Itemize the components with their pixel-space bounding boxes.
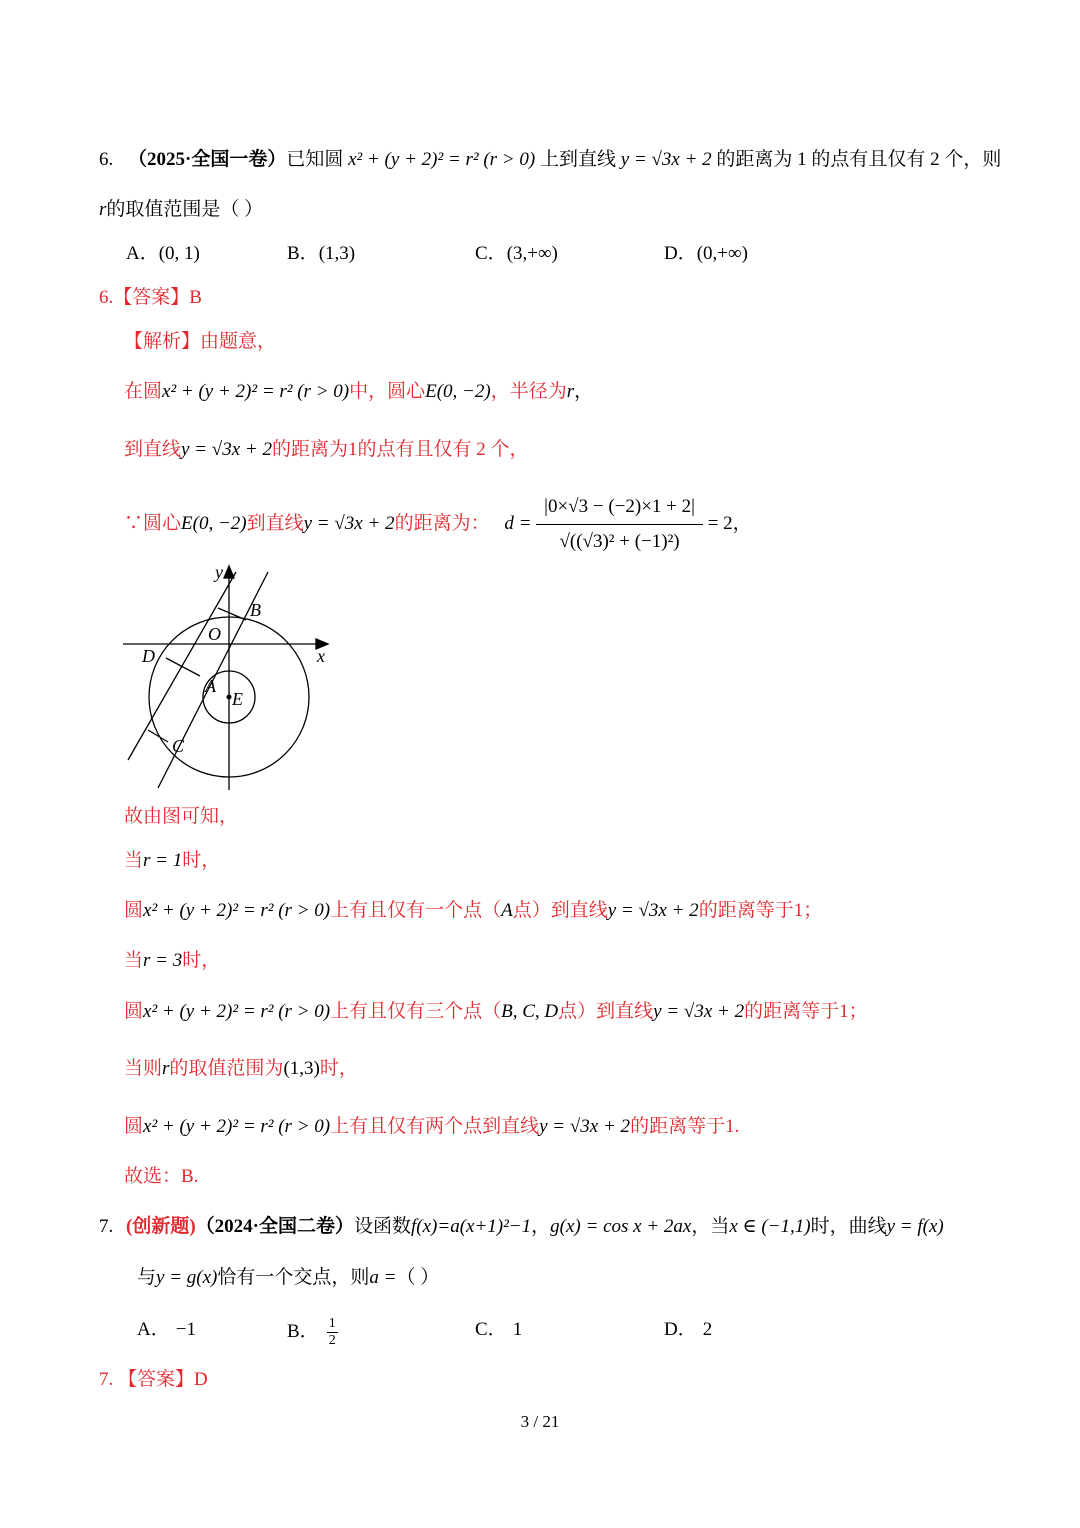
line-eq: y = √3x + 2	[303, 512, 395, 534]
label-c: C	[172, 736, 185, 756]
q6-step5	[124, 847, 220, 875]
q6-circle-eq: x² + (y + 2)² = r² (r > 0)	[348, 149, 536, 170]
line-eq: y = √3x + 2	[653, 1001, 745, 1022]
geometry-figure	[118, 560, 338, 796]
distance-numerator: |0×√3 − (−2)×1 + 2|	[536, 490, 703, 525]
option-value: (0, 1)	[158, 243, 200, 264]
points-bcd: B, C, D	[501, 1001, 559, 1022]
label-o: O	[208, 624, 221, 644]
q6-stem-line1	[99, 146, 1001, 174]
q6-analysis-head	[124, 328, 276, 356]
center-point: E(0, −2)	[425, 381, 491, 402]
q6-stem-c: 的距离为 1 的点有且仅有 2 个，则	[716, 149, 1002, 170]
range-value: (1,3)	[283, 1058, 320, 1079]
step-text: 在圆	[124, 381, 163, 402]
q6-source: （2025·全国一卷）	[128, 149, 287, 170]
q6-var-r: r	[99, 199, 107, 220]
q6-step3	[124, 490, 752, 559]
step-text: 的距离等于1.	[630, 1116, 740, 1137]
option-letter: A．	[126, 243, 159, 264]
q6-step6	[124, 897, 822, 925]
q7-stem-c: 时，曲线	[810, 1216, 887, 1237]
q6-step7	[124, 947, 220, 975]
option-letter: D．	[664, 243, 697, 264]
distance-denominator: √((√3)² + (−1)²)	[559, 531, 680, 552]
step-text: 上有且仅有一个点（	[330, 900, 502, 921]
option-letter: C．	[475, 1319, 507, 1340]
q7-option-b	[287, 1316, 338, 1349]
center-dot	[227, 695, 232, 700]
label-e: E	[232, 689, 243, 709]
option-value: 1	[512, 1319, 523, 1340]
fraction-num: 1	[328, 1316, 336, 1331]
r-equals-1: r = 1	[143, 850, 183, 871]
label-b: B	[250, 600, 261, 620]
step-text: 的距离为1的点有且仅有 2 个，	[271, 439, 529, 460]
q7-option-a	[137, 1316, 196, 1344]
q7-answer: 7. 【答案】D	[99, 1369, 208, 1390]
step-text: 时，	[182, 850, 221, 871]
step-text: 圆	[124, 1116, 144, 1137]
step-text: ∵圆心	[124, 512, 182, 534]
q7-stem-line2	[137, 1264, 439, 1292]
q6-line-eq: y = √3x + 2	[620, 149, 712, 170]
center-point: E(0, −2)	[181, 512, 247, 534]
step-text: 上有且仅有两个点到直线	[330, 1116, 540, 1137]
q7-option-d	[664, 1316, 712, 1344]
q6-step10	[124, 1113, 739, 1141]
segment-perpendicular-b	[218, 608, 246, 620]
q6-option-a	[126, 240, 200, 268]
circle-eq: x² + (y + 2)² = r² (r > 0)	[143, 1001, 331, 1022]
q7-domain: x ∈ (−1,1)	[729, 1216, 811, 1237]
step-text: 的距离为：	[394, 512, 490, 534]
step-text: 点）到直线	[512, 900, 608, 921]
page-number: 3 / 21	[520, 1412, 560, 1431]
option-value: 2	[702, 1319, 713, 1340]
q6-step1: 在圆x² + (y + 2)² = r² (r > 0)中，圆心E(0, −2)，半径为r，	[124, 381, 594, 402]
q6-number: 6.	[99, 149, 114, 170]
option-letter: A．	[137, 1319, 170, 1340]
q7-stem-line1: 7. (创新题)（2024·全国二卷）设函数f(x)=a(x+1)²−1，g(x) = cos x + 2ax，当x ∈ (−1,1)时，曲线y = f(x)	[99, 1216, 944, 1237]
q6-step2	[124, 436, 528, 464]
q6-step8	[124, 998, 868, 1026]
fraction-den: 2	[328, 1333, 336, 1348]
label-d: D	[142, 646, 155, 666]
option-letter: C．	[475, 243, 507, 264]
q7-f: f(x)=a(x+1)²−1	[411, 1216, 532, 1237]
q6-conclusion: 故选：B.	[124, 1166, 199, 1187]
q7-source: （2024·全国二卷）	[195, 1216, 354, 1237]
step-text: 到直线	[246, 512, 304, 534]
step-text: 到直线	[124, 439, 182, 460]
step-text: 时，	[182, 950, 221, 971]
step-text: 中，圆心	[349, 381, 426, 402]
line-eq: y = √3x + 2	[539, 1116, 631, 1137]
q7-stem-b: ，当	[691, 1216, 730, 1237]
stem-text: 与	[137, 1267, 157, 1288]
option-value: (3,+∞)	[506, 243, 558, 264]
step-text: 圆	[124, 900, 144, 921]
step-text: 的距离等于1；	[744, 1001, 868, 1022]
distance-lhs: d =	[504, 512, 532, 534]
q6-stem-line2-text: 的取值范围是（ ）	[106, 199, 264, 220]
q7-option-c	[475, 1316, 522, 1344]
step-text: 当	[124, 850, 144, 871]
analysis-intro: 由题意，	[200, 331, 277, 352]
stem-text: 恰有一个交点，则	[217, 1267, 370, 1288]
step-text: 时，	[319, 1058, 358, 1079]
distance-rhs: = 2，	[707, 512, 752, 534]
line-eq: y = √3x + 2	[607, 900, 699, 921]
q6-stem-a: 已知圆	[286, 149, 344, 170]
q6-option-d	[664, 240, 748, 268]
point-a: A	[501, 900, 513, 921]
analysis-label: 【解析】	[124, 331, 201, 352]
stem-text: （ ）	[396, 1267, 440, 1288]
circle-eq: x² + (y + 2)² = r² (r > 0)	[143, 900, 331, 921]
step-text: 点）到直线	[558, 1001, 654, 1022]
line-eq: y = √3x + 2	[181, 439, 272, 460]
q7-curve2: y = g(x)	[156, 1267, 218, 1288]
circle-eq: x² + (y + 2)² = r² (r > 0)	[143, 1116, 331, 1137]
y-axis-arrow	[224, 566, 234, 578]
q6-option-b	[287, 240, 355, 268]
q6-stem-b: 上到直线	[539, 149, 616, 170]
option-letter: B．	[287, 243, 319, 264]
segment-perpendicular-c	[148, 730, 168, 742]
q6-stem-line2	[99, 196, 263, 224]
q6-step4: 故由图可知，	[124, 806, 239, 827]
label-x: x	[317, 646, 325, 666]
label-y: y	[215, 562, 223, 582]
segment-perpendicular-d	[166, 658, 200, 676]
circle-eq: x² + (y + 2)² = r² (r > 0)	[162, 381, 350, 402]
step-text: 的取值范围为	[169, 1058, 284, 1079]
var-r: r	[566, 381, 575, 402]
option-letter: D．	[664, 1319, 697, 1340]
q7-a-eq: a =	[369, 1267, 397, 1288]
step-text: 当	[124, 950, 144, 971]
option-value: −1	[175, 1319, 196, 1340]
option-letter: B．	[287, 1320, 319, 1342]
label-a: A	[205, 676, 216, 696]
step-text: 的距离等于1；	[698, 900, 823, 921]
step-text: 上有且仅有三个点（	[330, 1001, 502, 1022]
distance-fraction	[536, 490, 703, 559]
q6-step9	[124, 1055, 358, 1083]
r-equals-3: r = 3	[143, 950, 183, 971]
q7-curve: y = f(x)	[886, 1216, 944, 1237]
q6-answer: 6.【答案】B	[99, 287, 202, 308]
q6-option-c	[475, 240, 558, 268]
option-value: (0,+∞)	[696, 243, 748, 264]
step-text: 圆	[124, 1001, 144, 1022]
q7-tag: (创新题)	[126, 1216, 196, 1237]
q7-stem-a: 设函数	[354, 1216, 412, 1237]
option-value: (1,3)	[318, 243, 356, 264]
q7-number: 7.	[99, 1216, 114, 1237]
step-text: ，半径为	[490, 381, 567, 402]
var-r: r	[162, 1058, 170, 1079]
q7-g: g(x) = cos x + 2ax	[550, 1216, 692, 1237]
step-text: 当则	[124, 1058, 163, 1079]
option-fraction	[327, 1316, 338, 1349]
